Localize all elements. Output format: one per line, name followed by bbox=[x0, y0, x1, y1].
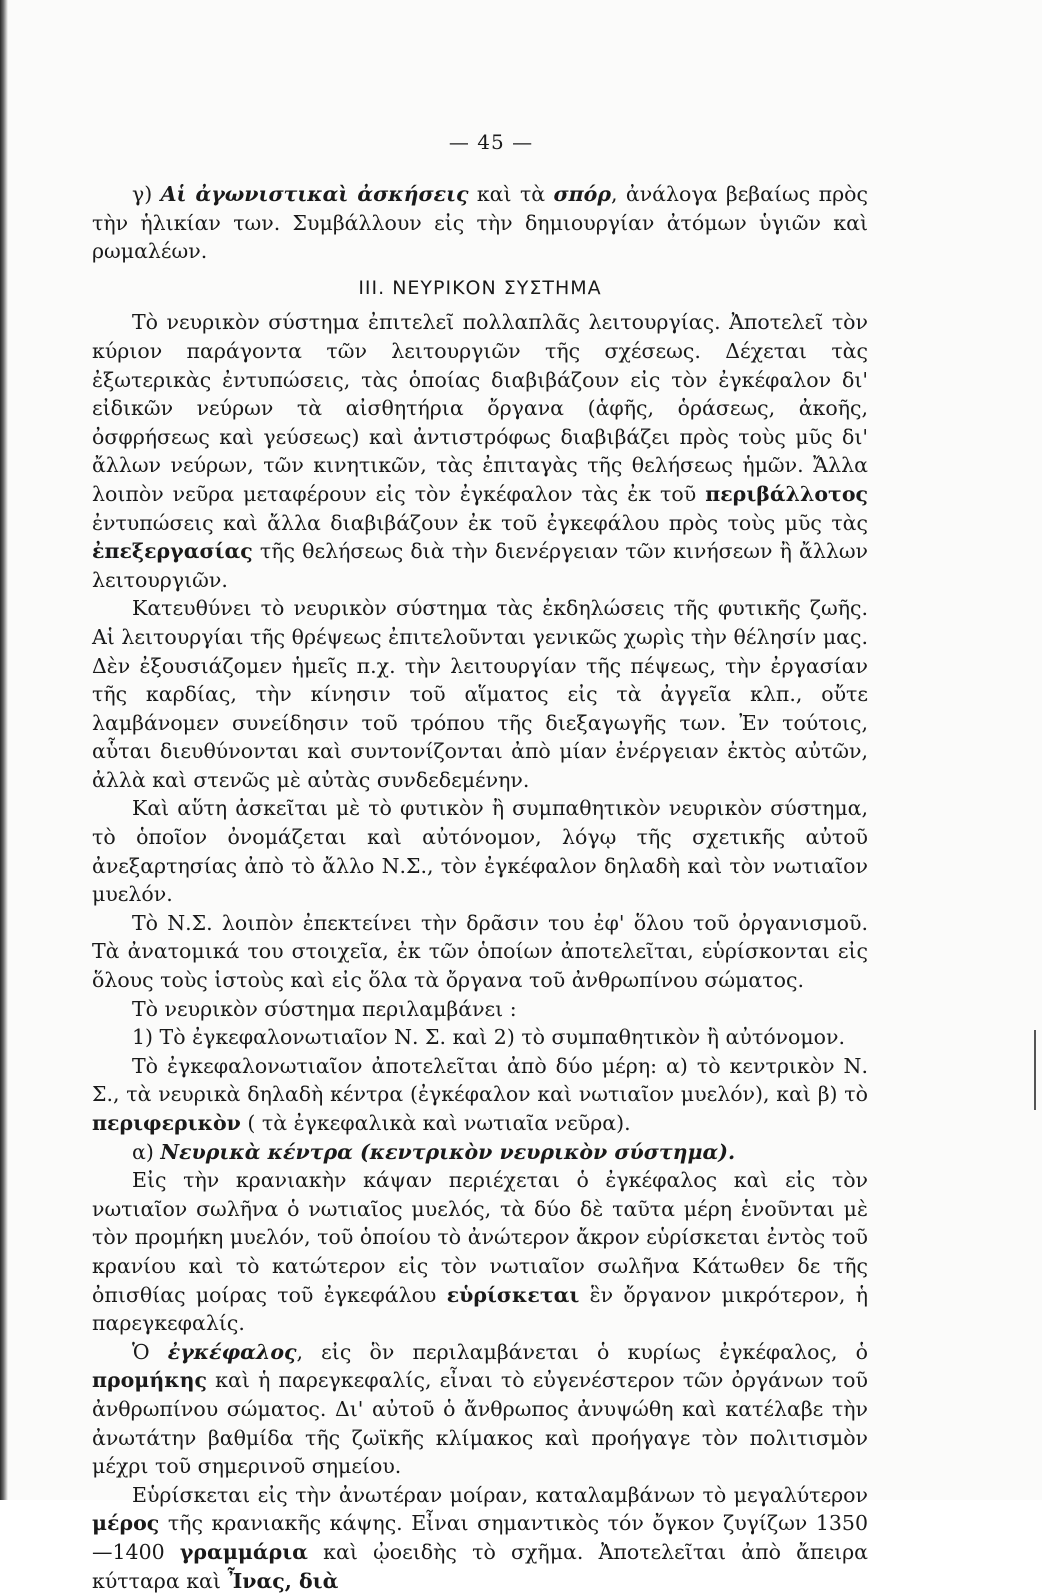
term-sport: σπόρ bbox=[553, 182, 611, 206]
bold-word: Ἶνας, διὰ bbox=[227, 1568, 339, 1593]
page-number: — 45 — bbox=[448, 130, 534, 154]
text-run: καὶ ἡ παρεγκεφαλίς, εἶναι τὸ εὐγενέστερον τῶν ὀργάνων τοῦ ἀνθρωπίνου σώματος. Δι' αὐτοῦ ὁ ἄνθρωπος ἀνυψώθη καὶ κατέλαβε τὴν ἀνωτάτην βαθμίδα τῆς ζωϊκῆς κλίμακος καὶ προήγαγε τὸν πολιτισμὸν μέχρι τοῦ σημερινοῦ σημείου. bbox=[92, 1368, 868, 1479]
text-run: ἐντυπώσεις καὶ ἄλλα διαβιβάζουν ἐκ τοῦ ἐγκεφάλου πρὸς τοὺς μῦς τὰς bbox=[92, 510, 868, 535]
bold-word: γραμμάρια bbox=[179, 1539, 308, 1564]
list-marker: α) bbox=[132, 1139, 161, 1164]
paragraph-cranial-cavity bbox=[92, 1166, 868, 1338]
scan-mark-right bbox=[1034, 1030, 1036, 1110]
text-run: Τὸ νευρικὸν σύστημα ἐπιτελεῖ πολλαπλᾶς λειτουργίας. Ἀποτελεῖ τὸν κύριον παράγοντα τῶν λειτουργιῶν τῆς σχέσεως. Δέχεται τὰς ἐξωτερικὰς ἐντυπώσεις, τὰς ὁποίας διαβιβάζουν εἰς τὸν ἐγκέφαλον δι' εἰδικῶν νεύρων τὰ αἰσθητήρια ὄργανα (ἁφῆς, ὁράσεως, ἀκοῆς, ὀσφρήσεως καὶ γεύσεως) καὶ ἀντιστρόφως διαβιβάζει πρὸς τοὺς μῦς δι' ἄλλων νεύρων, τῶν κινητικῶν, τὰς ἐπιταγὰς τῆς θελήσεως ἡμῶν. Ἄλλα λοιπὸν νεῦρα μεταφέρουν εἰς τὸν ἐγκέφαλον τὰς ἐκ τοῦ bbox=[92, 310, 868, 506]
paragraph-includes: Τὸ νευρικὸν σύστημα περιλαμβάνει : bbox=[132, 996, 517, 1021]
subheading-term: Νευρικὰ κέντρα (κεντρικὸν νευρικὸν σύστημα). bbox=[160, 1139, 736, 1164]
text-run: Εὑρίσκεται εἰς τὴν ἀνωτέραν μοίραν, καταλαμβάνων τὸ μεγαλύτερον bbox=[132, 1482, 868, 1507]
text-run: Τὸ ἐγκεφαλονωτιαῖον ἀποτελεῖται ἀπὸ δύο μέρη: α) τὸ κεντρικὸν Ν. Σ., τὰ νευρικὰ δηλαδὴ κέντρα (ἐγκέφαλον καὶ νωτιαῖον μυελόν), καὶ β) τὸ bbox=[92, 1053, 868, 1107]
bold-word: εὑρίσκεται bbox=[446, 1282, 580, 1307]
text-run: ἓν ὄργανον μικρότερον, ἡ παρεγκεφαλίς. bbox=[92, 1282, 868, 1336]
text-run: Ὁ bbox=[132, 1339, 168, 1364]
text-run: Εἰς τὴν κρανιακὴν κάψαν περιέχεται ὁ ἐγκέφαλος καὶ εἰς τὸν νωτιαῖον σωλῆνα ὁ νωτιαῖος μυελός, τὰ δύο δὲ ταῦτα μέρη ἑνοῦνται μὲ τὸν προμήκη μυελόν, τοῦ ὁποίου τὸ ἀνώτερον ἄκρον εὑρίσκεται ἐντὸς τοῦ κρανίου καὶ τὸ κατώτερον εἰς τὸν νωτιαῖον σωλῆνα Κάτωθεν δε τῆς ὀπισθίας μοίρας τοῦ ἐγκεφάλου bbox=[92, 1168, 868, 1307]
section-heading: III. ΝΕΥΡΙΚΟΝ ΣΥΣΤΗΜΑ bbox=[358, 276, 602, 299]
text-run: ( τὰ ἐγκεφαλικὰ καὶ νωτιαῖα νεῦρα). bbox=[240, 1111, 631, 1135]
text-run: τῆς κρανιακῆς κάψης. Εἶναι σημαντικὸς τόν ὄγκον ζυγίζων 1350—1400 bbox=[92, 1511, 868, 1564]
list-marker: γ) bbox=[132, 182, 161, 206]
scan-shadow-left bbox=[0, 0, 8, 1500]
text-run: , εἰς ὃν περιλαμβάνεται ὁ κυρίως ἐγκέφαλος, ὁ bbox=[296, 1339, 868, 1364]
paragraph-brain bbox=[92, 1338, 868, 1481]
bold-word: μέρος bbox=[92, 1511, 160, 1536]
bold-word: περιβάλλοτος bbox=[705, 481, 868, 506]
paragraph-nervous-system-intro bbox=[92, 308, 868, 594]
paragraph-vegetative-life: Κατευθύνει τὸ νευρικὸν σύστημα τὰς ἐκδηλώσεις τῆς φυτικῆς ζωῆς. Αἱ λειτουργίαι τῆς θρέψεως ἐπιτελοῦνται γενικῶς χωρὶς τὴν θέλησίν μας. Δὲν ἐξουσιάζομεν ἡμεῖς π.χ. τὴν λειτουργίαν τῆς πέψεως, τὴν ἐργασίαν τῆς καρδίας, τὴν κίνησιν τοῦ αἵματος εἰς τὰ ἀγγεῖα κλπ., οὔτε λαμβάνομεν συνείδησιν τοῦ τρόπου τῆς διεξαγωγῆς των. Ἐν τούτοις, αὗται διευθύνονται καὶ συντονίζονται ἀπὸ μίαν ἐνέργειαν ἐκτὸς αὐτῶν, ἀλλὰ καὶ στενῶς μὲ αὐτὰς συνδεδεμένην. bbox=[92, 596, 868, 792]
paragraph-autonomic: Καὶ αὕτη ἀσκεῖται μὲ τὸ φυτικὸν ἢ συμπαθητικὸν νευρικὸν σύστημα, τὸ ὁποῖον ὀνομάζεται καὶ αὐτόνομον, λόγῳ τῆς σχετικῆς αὐτοῦ ἀνεξαρτησίας ἀπὸ τὸ ἄλλο Ν.Σ., τὸν ἐγκέφαλον δηλαδὴ καὶ τὸν νωτιαῖον μυελόν. bbox=[92, 796, 868, 907]
paragraph-extent: Τὸ Ν.Σ. λοιπὸν ἐπεκτείνει τὴν δρᾶσιν του ἐφ' ὅλου τοῦ ὀργανισμοῦ. Τὰ ἀνατομικά του στοιχεῖα, ἐκ τῶν ὁποίων ἀποτελεῖται, εὑρίσκονται εἰς ὅλους τοὺς ἱστοὺς καὶ εἰς ὅλα τὰ ὄργανα τοῦ ἀνθρωπίνου σώματος. bbox=[92, 910, 868, 993]
text-run: καὶ ᾠοειδὴς τὸ σχῆμα. Ἀποτελεῖται ἀπὸ ἄπειρα κύτταρα καὶ bbox=[92, 1539, 868, 1593]
subheading-nerve-centers bbox=[92, 1138, 868, 1167]
bold-word: περιφερικὸν bbox=[92, 1111, 241, 1135]
paragraph-cerebrospinal bbox=[92, 1052, 868, 1138]
body-text bbox=[92, 180, 868, 1595]
term-athletic-exercises: Αἱ ἀγωνιστικαὶ ἀσκήσεις bbox=[160, 182, 469, 206]
text-run: καὶ τὰ bbox=[468, 182, 554, 206]
term-brain: ἐγκέφαλος bbox=[167, 1339, 297, 1364]
paragraph-list-parts: 1) Τὸ ἐγκεφαλονωτιαῖον Ν. Σ. καὶ 2) τὸ συμπαθητικὸν ἢ αὐτόνομον. bbox=[132, 1025, 845, 1050]
text-run: , ἀνάλογα βεβαίως πρὸς τὴν ἡλικίαν των. Συμβάλλουν εἰς τὴν δημιουργίαν ἀτόμων ὑγιῶν καὶ ρωμαλέων. bbox=[92, 182, 868, 264]
bold-word: ἐπεξεργασίας bbox=[92, 539, 253, 564]
paragraph-brain-location bbox=[92, 1481, 868, 1595]
bold-word: προμήκης bbox=[92, 1368, 207, 1393]
text-run: τῆς θελήσεως διὰ τὴν διενέργειαν τῶν κινήσεων ἢ ἄλλων λειτουργιῶν. bbox=[92, 539, 868, 592]
paragraph-sports bbox=[92, 180, 868, 266]
